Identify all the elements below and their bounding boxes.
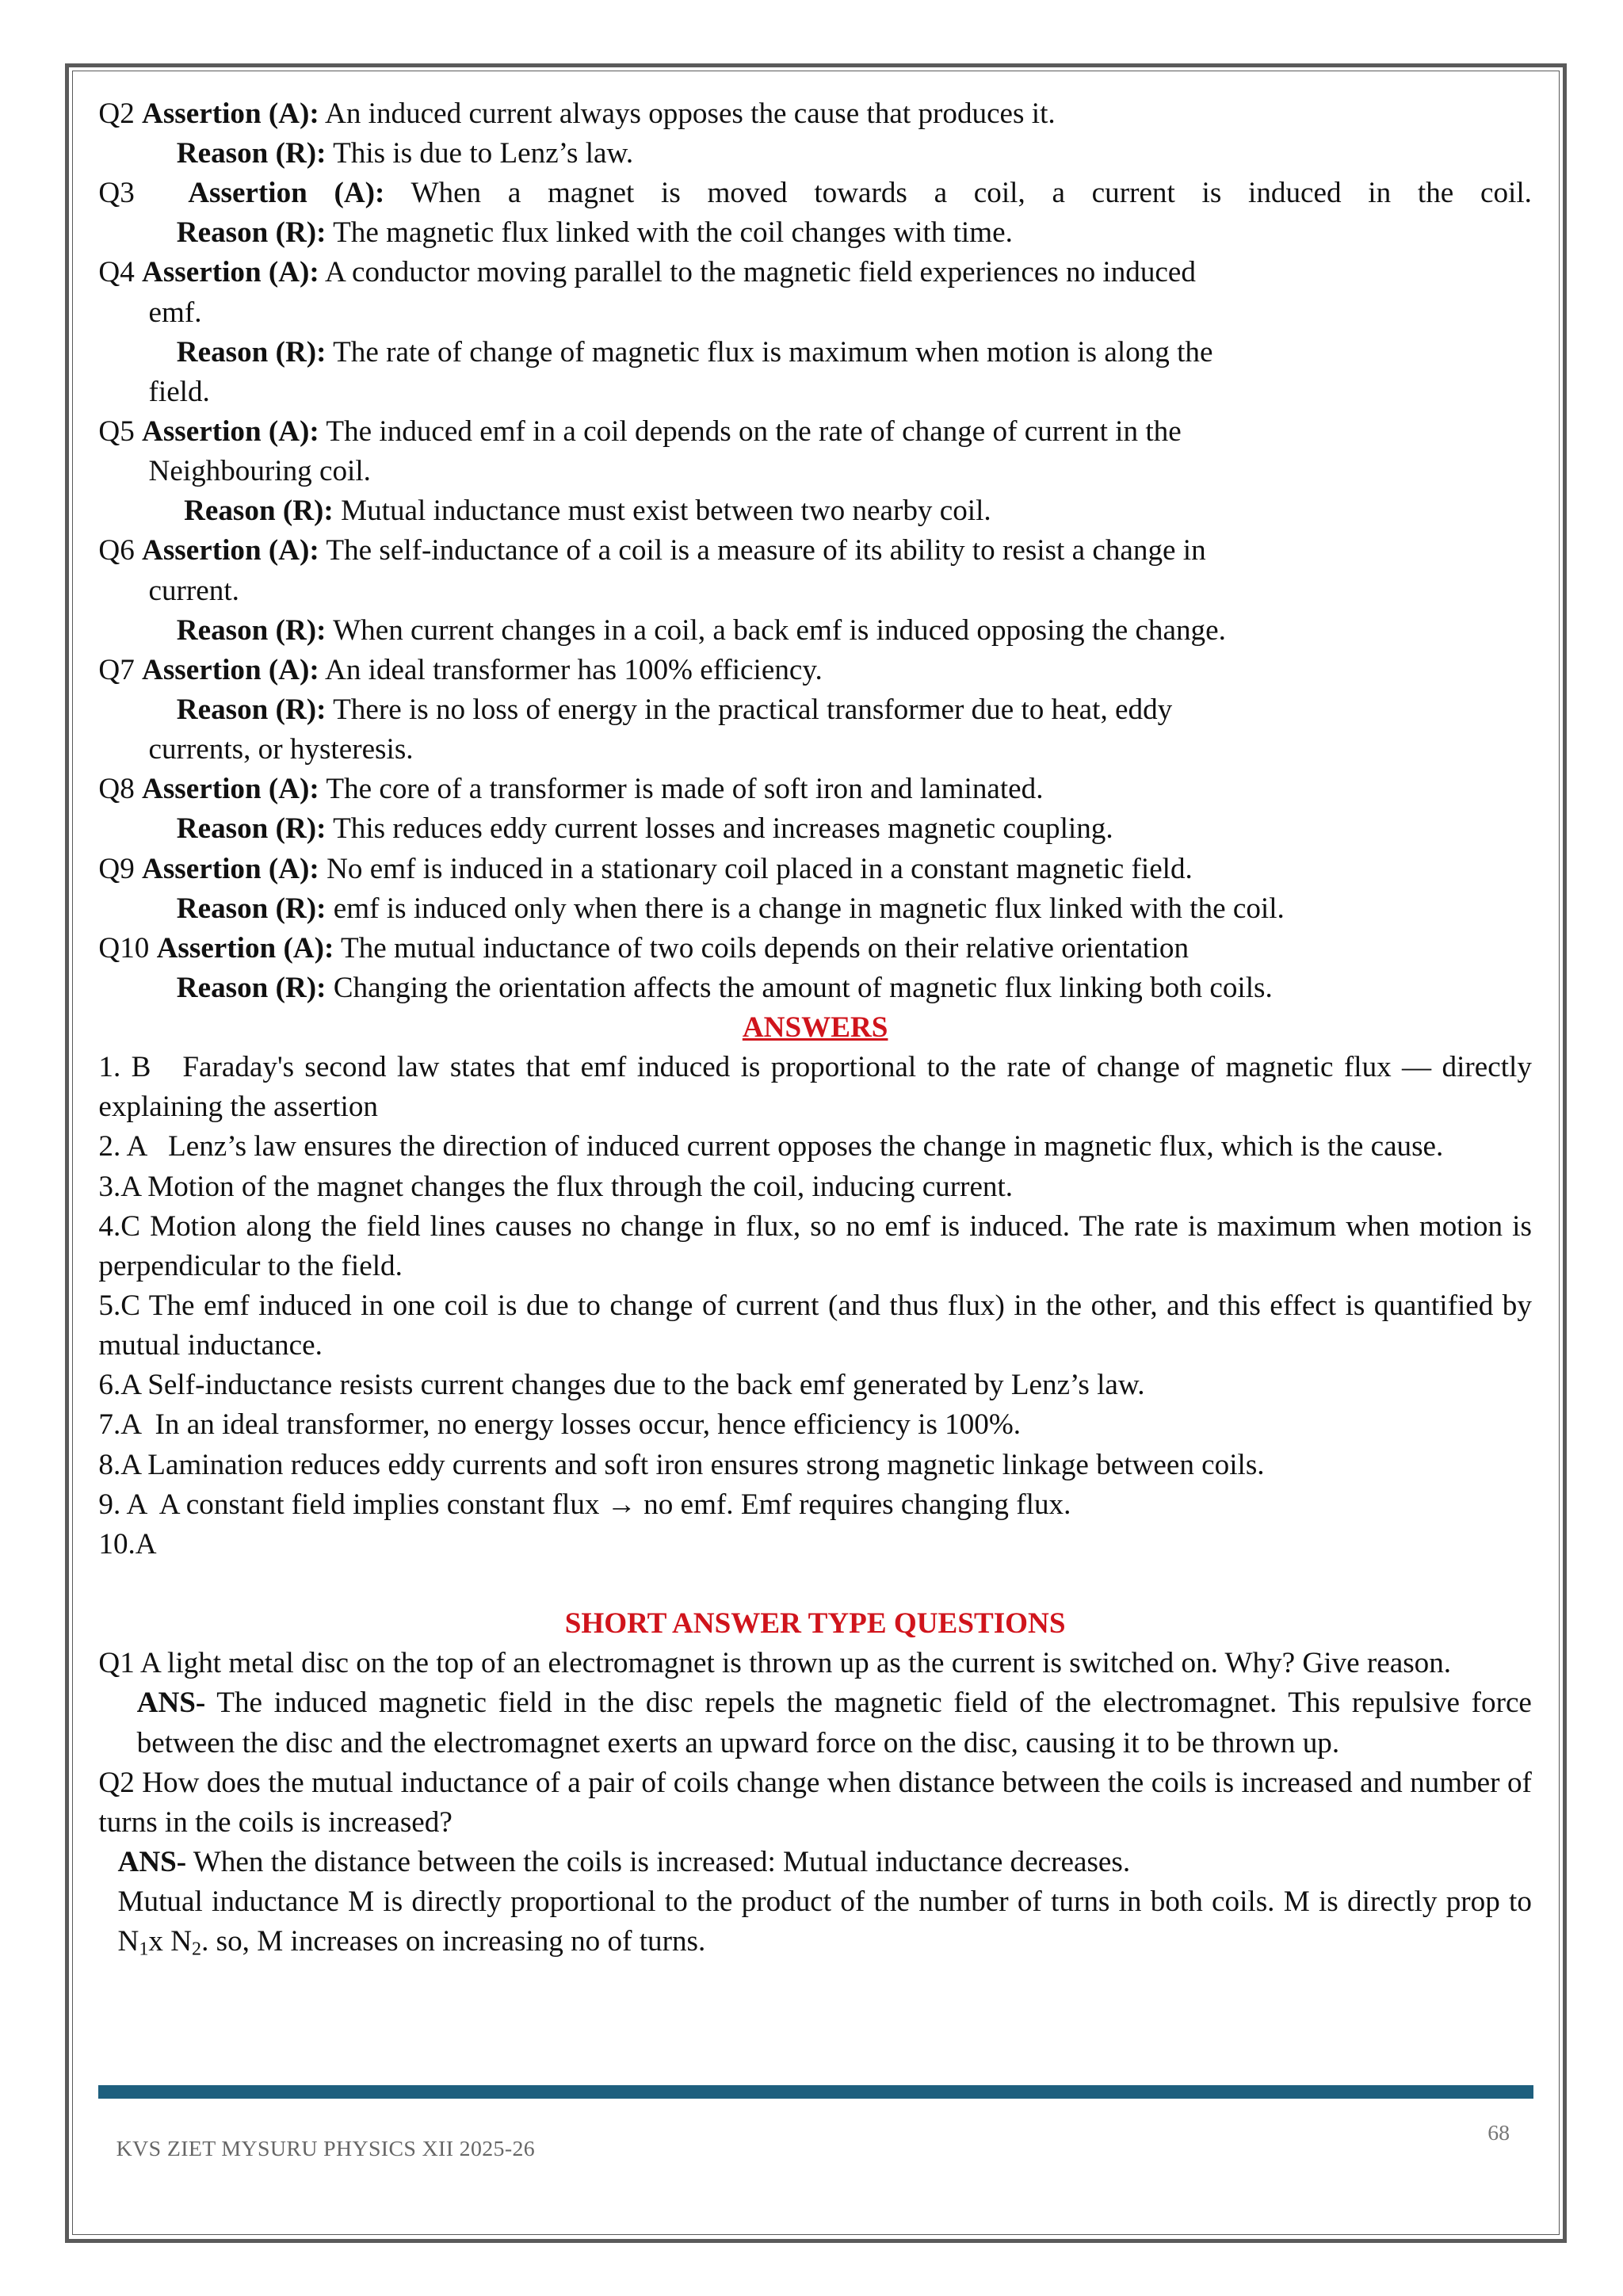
reason-text: When current changes in a coil, a back emf is induced opposing the change. [326,613,1226,647]
question-number: Q10 [98,931,150,965]
question-reason [98,611,1532,651]
footer-bar [98,2085,1533,2099]
question-number: Q8 [98,773,135,806]
question-number: Q5 [98,415,135,448]
question-reason [98,213,1532,253]
question-assertion [98,253,1532,292]
assertion-text: The induced emf in a coil depends on the rate of change of current in the [319,415,1182,448]
reason-text: Mutual inductance must exist between two nearby coil. [333,495,991,528]
question-number: Q4 [98,256,135,289]
question-assertion [98,531,1532,571]
answer-item: 3.A Motion of the magnet changes the flux through the coil, inducing current. [98,1170,1014,1203]
answer-text: Mutual inductance M is directly proportional to the product of the number of turns in both coils. M is directly prop to N [117,1885,1532,1958]
assertion-label: Assertion (A): [142,415,319,448]
short-answer-continuation [98,1882,1532,1962]
reason-text: emf is induced only when there is a change in magnetic flux linked with the coil. [326,892,1285,925]
assertion-label: Assertion (A): [188,177,385,210]
answer-label: ANS- [136,1687,206,1720]
question-assertion [98,929,1532,968]
reason-text: The rate of change of magnetic flux is maximum when motion is along the [326,335,1213,369]
assertion-continuation: emf. [148,296,202,329]
question-number: Q3 [98,177,135,210]
subscript: 1 [139,1938,149,1960]
assertion-label: Assertion (A): [156,931,334,965]
reason-label: Reason (R): [176,892,327,925]
reason-text: The magnetic flux linked with the coil changes with time. [326,216,1013,250]
assertion-continuation: current. [148,574,239,607]
answer-item: 4.C Motion along the field lines causes no change in flux, so no emf is induced. The rate is maximum when motion is perpendicular to the field. [98,1209,1532,1282]
reason-label: Reason (R): [176,812,327,846]
assertion-text: An ideal transformer has 100% efficiency. [319,653,823,686]
assertion-label: Assertion (A): [142,534,319,567]
question-reason [98,690,1532,730]
assertion-text: The mutual inductance of two coils depends on their relative orientation [334,931,1190,965]
assertion-label: Assertion (A): [142,97,319,130]
reason-label: Reason (R): [176,971,327,1004]
page-content [98,94,1540,1962]
answer-item: 6.A Self-inductance resists current changes due to the back emf generated by Lenz’s law. [98,1369,1145,1402]
answer-item: 2. A Lenz’s law ensures the direction of induced current opposes the change in magnetic flux, which is the cause. [98,1130,1444,1163]
footer-title: KVS ZIET MYSURU PHYSICS XII 2025-26 [116,2137,536,2162]
reason-continuation: currents, or hysteresis. [148,733,414,766]
question-assertion [98,850,1532,889]
question-assertion [98,174,1532,213]
assertion-text: An induced current always opposes the cause that produces it. [319,97,1056,130]
answer-item: 9. A A constant field implies constant flux → no emf. Emf requires changing flux. [98,1488,1071,1521]
reason-label: Reason (R): [176,613,327,647]
question-reason [98,134,1532,174]
answer-item: 5.C The emf induced in one coil is due to change of current (and thus flux) in the other, and this effect is quantified by mutual inductance. [98,1289,1532,1362]
assertion-text: No emf is induced in a stationary coil placed in a constant magnetic field. [319,852,1193,885]
question-reason [98,809,1532,849]
question-number: Q2 [98,97,135,130]
reason-text: This is due to Lenz’s law. [326,136,634,170]
reason-label: Reason (R): [176,335,327,369]
question-assertion [98,651,1532,690]
answer-item: 8.A Lamination reduces eddy currents and soft iron ensures strong magnetic linkage between coils. [98,1448,1265,1481]
reason-text: Changing the orientation affects the amount of magnetic flux linking both coils. [326,971,1273,1004]
answer-item: 7.A In an ideal transformer, no energy losses occur, hence efficiency is 100%. [98,1408,1022,1442]
short-question: Q2 How does the mutual inductance of a pair of coils change when distance between the coils is increased and number of turns in the coils is increased? [98,1766,1532,1839]
assertion-reason-list [98,94,1532,1008]
question-reason [98,968,1532,1008]
reason-label: Reason (R): [184,495,334,528]
answer-label: ANS- [117,1846,187,1878]
answers-heading: ANSWERS [742,1011,888,1045]
answer-text: When the distance between the coils is increased: Mutual inductance decreases. [186,1846,1131,1878]
question-number: Q6 [98,534,135,567]
assertion-text: The self-inductance of a coil is a measure of its ability to resist a change in [319,534,1206,567]
subscript: 2 [192,1938,202,1960]
assertion-text: The core of a transformer is made of soft iron and laminated. [319,773,1044,806]
assertion-text: When a magnet is moved towards a coil, a current is induced in the coil. [384,177,1532,210]
assertion-text: A conductor moving parallel to the magnetic field experiences no induced [319,256,1196,289]
short-answer [98,1843,1532,1882]
question-number: Q9 [98,852,135,885]
short-answer-heading: SHORT ANSWER TYPE QUESTIONS [564,1607,1066,1641]
assertion-label: Assertion (A): [142,653,319,686]
reason-text: This reduces eddy current losses and increases magnetic coupling. [326,812,1113,846]
reason-label: Reason (R): [176,216,327,250]
short-question: Q1 A light metal disc on the top of an electromagnet is thrown up as the current is switched on. Why? Give reason. [98,1647,1452,1680]
answer-text: The induced magnetic field in the disc repels the magnetic field of the electromagnet. This repulsive force between the disc and the electromagnet exerts an upward force on the disc, causing it to be thrown up. [136,1687,1532,1759]
assertion-continuation: Neighbouring coil. [148,455,371,488]
reason-label: Reason (R): [176,693,327,726]
answer-text: x N [148,1925,193,1958]
page-number: 68 [1487,2120,1510,2145]
question-reason [98,889,1532,929]
assertion-label: Assertion (A): [142,852,319,885]
question-assertion [98,770,1532,809]
answer-item: 1. B Faraday's second law states that emf induced is proportional to the rate of change of magnetic flux — directly explaining the assertion [98,1051,1540,1124]
question-reason [98,491,1532,531]
question-assertion [98,94,1532,134]
answer-text: . so, M increases on increasing no of turns. [201,1925,706,1958]
question-assertion [98,412,1532,452]
answer-item: 10.A [98,1527,157,1561]
question-reason [98,333,1532,372]
short-answer [98,1683,1532,1763]
reason-text: There is no loss of energy in the practical transformer due to heat, eddy [326,693,1173,726]
assertion-label: Assertion (A): [142,773,319,806]
reason-label: Reason (R): [176,136,327,170]
answers-list [98,1048,1540,1564]
question-number: Q7 [98,653,135,686]
assertion-label: Assertion (A): [142,256,319,289]
reason-continuation: field. [148,375,210,408]
short-answer-list [98,1644,1532,1962]
